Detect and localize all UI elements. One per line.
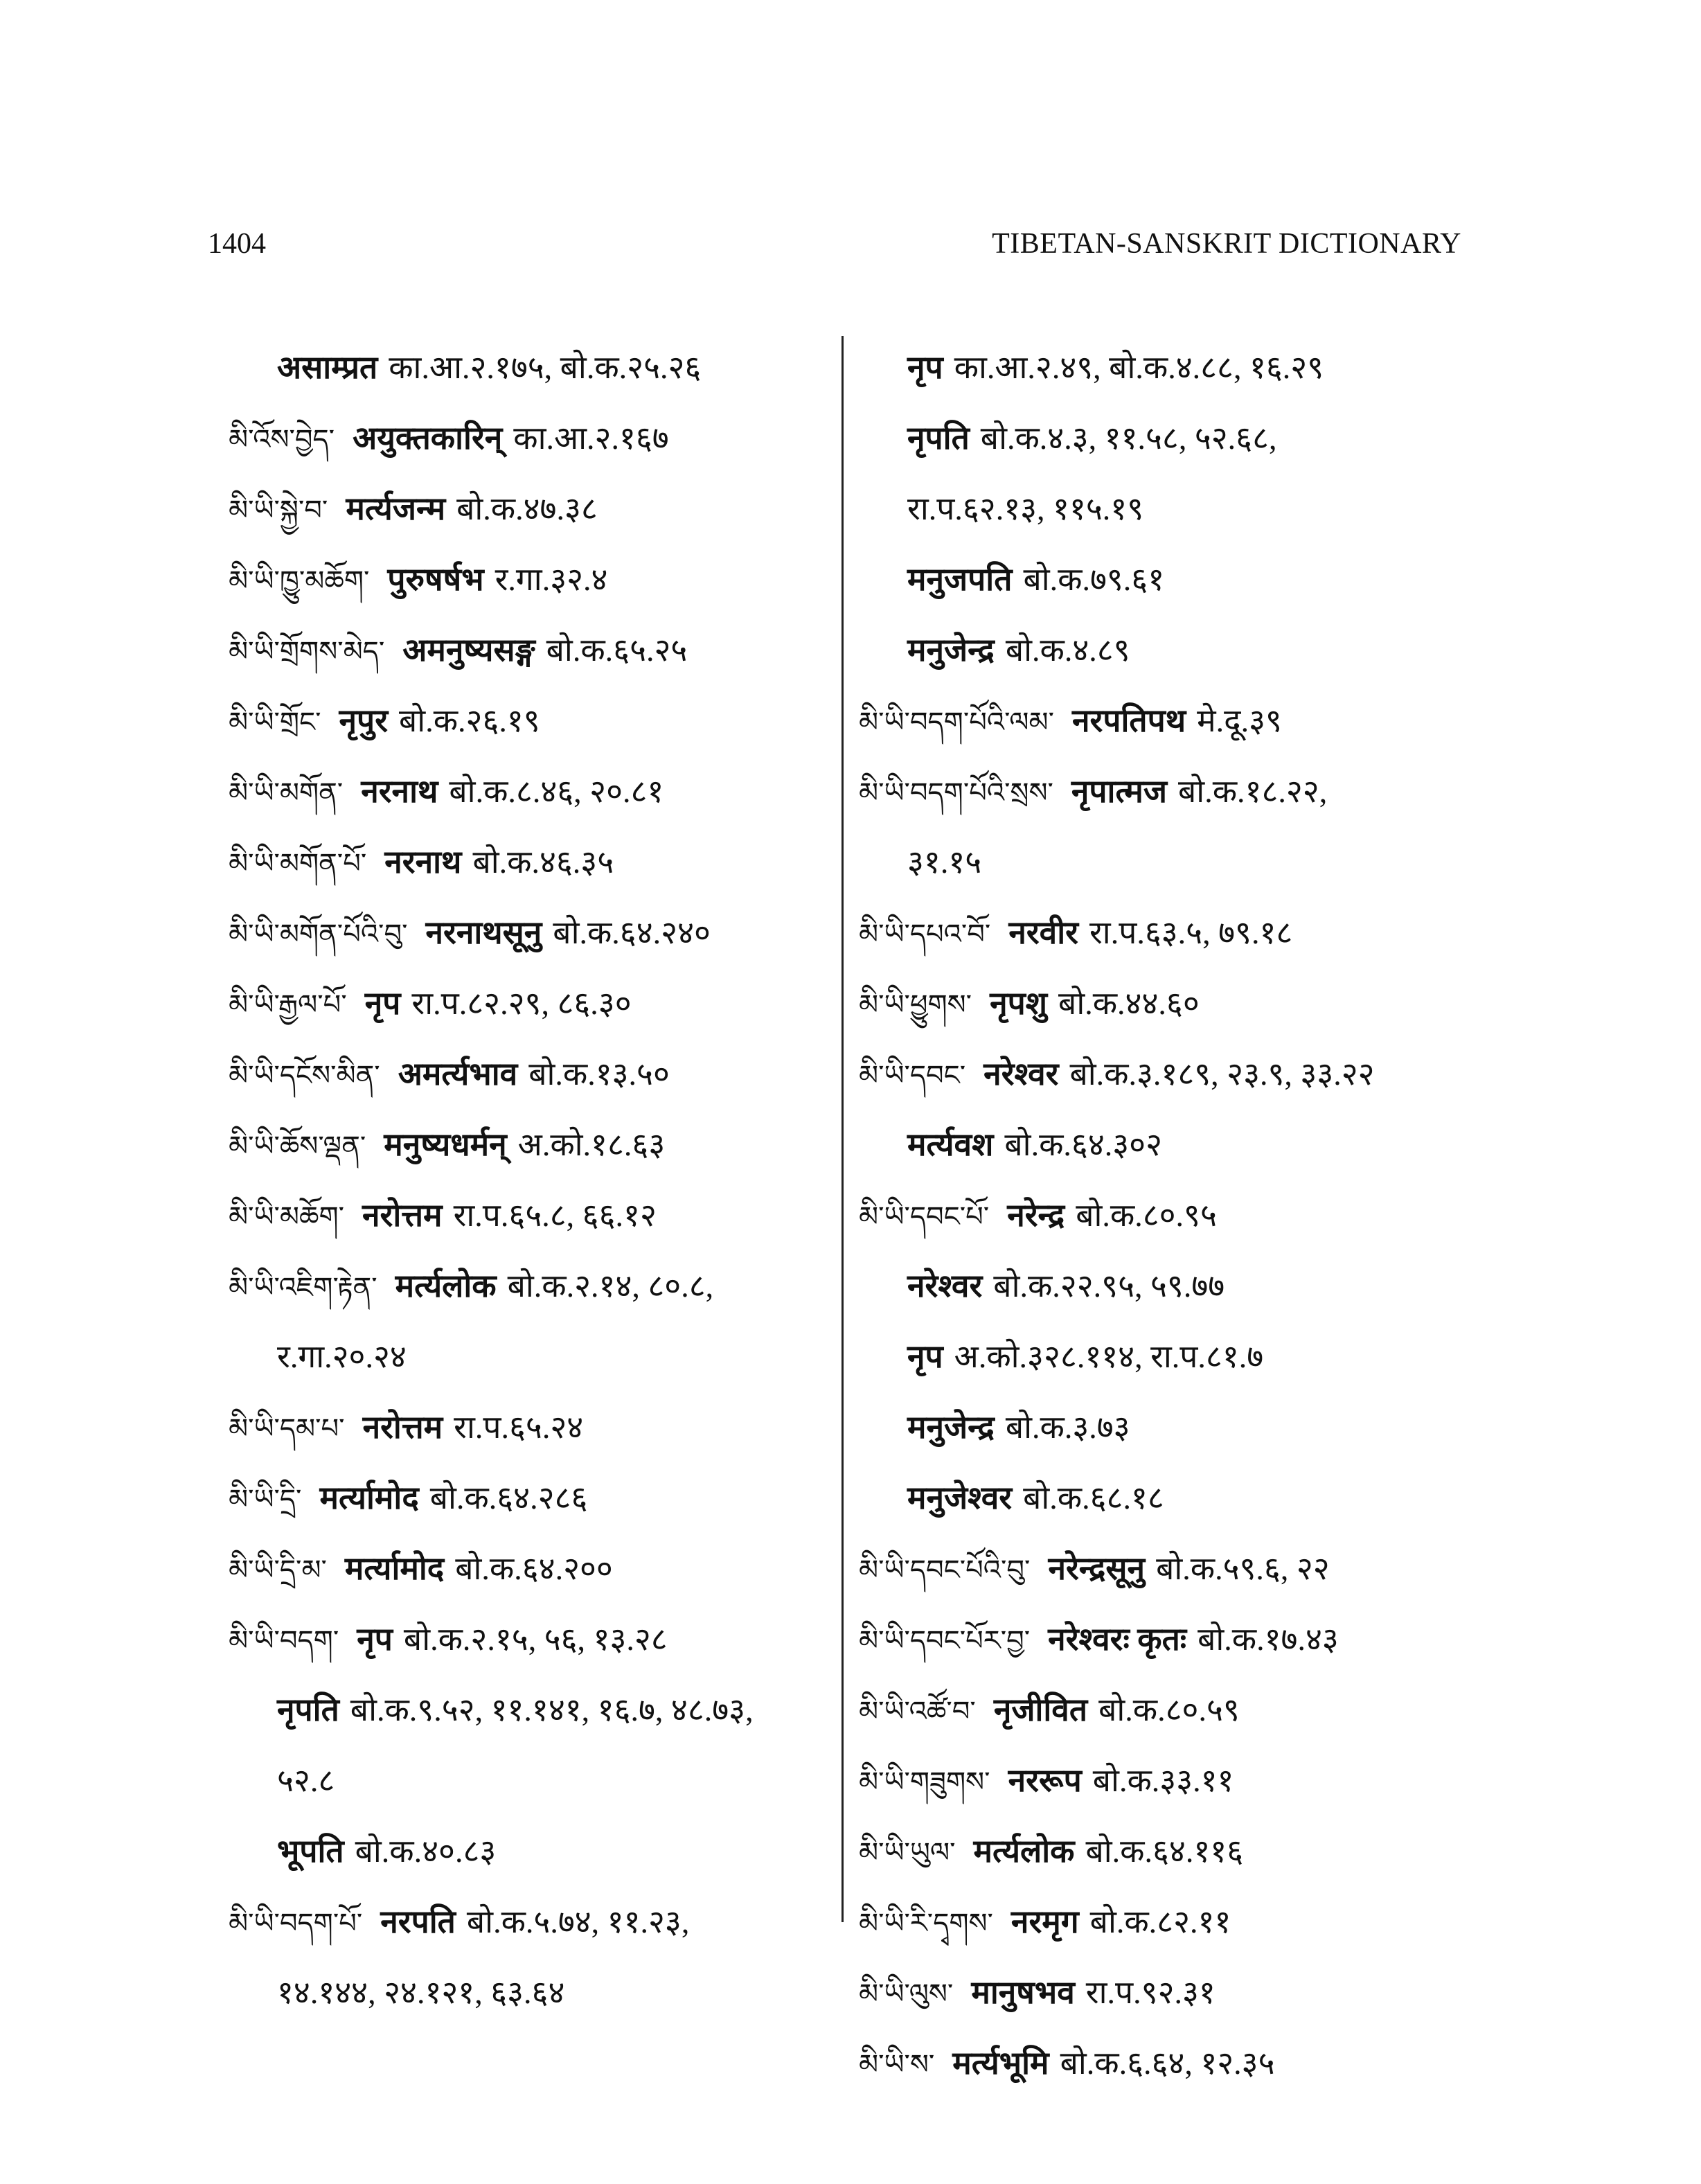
tibetan-headword: མི་ཡི་ཁྱུ་མཆོག་ <box>229 565 370 597</box>
source-reference: रा.प.६३.५, ७९.१८ <box>1089 915 1293 950</box>
source-reference: बो.क.३.१८९, २३.९, ३३.२२ <box>1069 1056 1375 1092</box>
tibetan-headword: མི་ཡི་དངོས་མིན་ <box>229 1060 380 1092</box>
sanskrit-equivalent: अमनुष्यसङ्ग <box>402 632 535 668</box>
tibetan-headword: མི་ཡི་མགོན་པོ་ <box>229 848 367 880</box>
page-number: 1404 <box>208 228 266 260</box>
dictionary-entry <box>859 898 1468 968</box>
tibetan-headword: མི་ཡི་རི་དྭགས་ <box>859 1908 993 1939</box>
column-divider <box>841 336 844 1922</box>
sanskrit-equivalent: नरेन्द्र <box>1007 1198 1065 1233</box>
source-reference: अ.को.३२८.११४, रा.प.८१.७ <box>954 1339 1264 1374</box>
dictionary-entry <box>229 1463 838 1534</box>
tibetan-headword: མི་ཡི་གཟུགས་ <box>859 1766 990 1798</box>
tibetan-headword: མི་ཡི་འཇིག་རྟེན་ <box>229 1272 377 1304</box>
dictionary-entry <box>859 1180 1468 1251</box>
sanskrit-equivalent: नरोत्तम <box>362 1410 443 1445</box>
source-reference: बो.क.२.१४, ८०.८, <box>507 1268 714 1304</box>
sanskrit-equivalent: नरमृग <box>1010 1904 1079 1939</box>
source-reference: अ.को.१८.६३ <box>517 1127 666 1162</box>
source-reference: बो.क.६८.१८ <box>1023 1480 1164 1516</box>
sanskrit-equivalent: नृप <box>907 350 943 385</box>
sanskrit-equivalent: नृपति <box>277 1692 339 1728</box>
tibetan-headword: མི་ཡི་ཡུལ་ <box>859 1837 956 1869</box>
sanskrit-equivalent: मनुजेन्द्र <box>907 632 995 668</box>
left-column <box>229 332 838 2028</box>
dictionary-entry <box>229 1887 838 1957</box>
source-reference: बो.क.१८.२२, <box>1178 774 1328 809</box>
sanskrit-equivalent: नरेश्वर <box>983 1056 1059 1092</box>
source-reference: बो.क.२२.९५, ५९.७७ <box>993 1268 1225 1304</box>
tibetan-headword: མི་ཡི་གྲོགས་མེད་ <box>229 636 385 668</box>
dictionary-entry <box>229 1180 838 1251</box>
source-reference: र.गा.३२.४ <box>495 562 608 597</box>
source-reference: बो.क.९.५२, ११.१४१, १६.७, ४८.७३, <box>350 1692 754 1728</box>
sub-entry <box>859 544 1468 615</box>
dictionary-entry <box>229 1251 838 1322</box>
sanskrit-equivalent: मर्त्यामोद <box>319 1480 419 1516</box>
source-reference: बो.क.६४.२४० <box>553 915 711 950</box>
sub-entry <box>859 332 1468 403</box>
dictionary-entry <box>229 474 838 544</box>
dictionary-entry <box>229 827 838 898</box>
source-reference: बो.क.६४.२८६ <box>429 1480 588 1516</box>
dictionary-entry <box>859 1534 1468 1604</box>
dictionary-entry <box>859 2028 1468 2099</box>
source-reference: रा.प.८२.२९, ८६.३० <box>411 986 632 1021</box>
sanskrit-equivalent: असाम्प्रत <box>277 350 378 385</box>
source-reference: बो.क.४.८९ <box>1005 632 1130 668</box>
source-reference: रा.प.९२.३१ <box>1085 1975 1215 2010</box>
source-reference: बो.क.१३.५० <box>528 1056 670 1092</box>
sanskrit-equivalent: नृप <box>357 1622 393 1657</box>
tibetan-headword: མི་ཡི་དྲི་ <box>229 1484 302 1516</box>
continuation-line <box>229 1322 838 1392</box>
sanskrit-equivalent: नरोत्तम <box>362 1198 443 1233</box>
sanskrit-equivalent: नरेश्वरः कृतः <box>1048 1622 1187 1657</box>
source-reference: का.आ.२.४९, बो.क.४.८८, १६.२९ <box>954 350 1324 385</box>
sub-entry <box>859 1322 1468 1392</box>
source-reference: बो.क.१७.४३ <box>1197 1622 1339 1657</box>
sanskrit-equivalent: नृपुर <box>339 703 389 738</box>
continuation-line <box>229 1957 838 2028</box>
tibetan-headword: མི་འོས་བྱེད་ <box>229 424 335 456</box>
sanskrit-equivalent: मर्त्यजन्म <box>346 491 446 526</box>
source-reference: का.आ.२.१७५, बो.क.२५.२६ <box>389 350 702 385</box>
source-reference: बो.क.३३.११ <box>1092 1763 1234 1798</box>
dictionary-entry <box>859 1816 1468 1887</box>
tibetan-headword: མི་ཡི་འཚོ་བ་ <box>859 1696 976 1728</box>
tibetan-headword: མི་ཡི་དབང་པོར་བྱ་ <box>859 1625 1031 1657</box>
source-reference: बो.क.२६.१९ <box>399 703 540 738</box>
source-reference: बो.क.२.१५, ५६, १३.२८ <box>403 1622 668 1657</box>
dictionary-entry <box>229 898 838 968</box>
tibetan-headword: མི་ཡི་བདག་པོ་ <box>229 1908 363 1939</box>
sanskrit-equivalent: नरपतिपथ <box>1072 703 1186 738</box>
dictionary-entry <box>859 1957 1468 2028</box>
source-reference: बो.क.६४.३०२ <box>1004 1127 1162 1162</box>
source-reference: बो.क.४६.३५ <box>472 844 614 880</box>
dictionary-entry <box>229 968 838 1039</box>
sanskrit-equivalent: नरेन्द्रसूनु <box>1048 1551 1146 1586</box>
sub-entry <box>229 1816 838 1887</box>
source-reference: बो.क.६५.२५ <box>546 632 688 668</box>
sub-entry <box>859 1392 1468 1463</box>
tibetan-headword: མི་ཡི་མགོན་པོའི་བུ་ <box>229 918 408 950</box>
source-reference: ५२.८ <box>277 1763 335 1798</box>
source-reference: बो.क.५९.६, २२ <box>1156 1551 1330 1586</box>
source-reference: बो.क.८०.९५ <box>1076 1198 1217 1233</box>
dictionary-entry <box>859 1604 1468 1675</box>
continuation-line <box>229 1746 838 1816</box>
dictionary-entry <box>229 403 838 474</box>
source-reference: बो.क.८०.५९ <box>1098 1692 1240 1728</box>
sub-entry <box>229 332 838 403</box>
sanskrit-equivalent: मनुजेन्द्र <box>907 1410 995 1445</box>
source-reference: बो.क.४०.८३ <box>355 1834 497 1869</box>
source-reference: बो.क.३.७३ <box>1005 1410 1130 1445</box>
tibetan-headword: མི་ཡི་དཔའ་བོ་ <box>859 918 991 950</box>
dictionary-entry <box>859 1887 1468 1957</box>
sanskrit-equivalent: नरनाथसूनु <box>425 915 542 950</box>
sanskrit-equivalent: मर्त्यलोक <box>395 1268 497 1304</box>
sanskrit-equivalent: भूपति <box>277 1834 344 1869</box>
sanskrit-equivalent: नृपशु <box>990 986 1048 1021</box>
sanskrit-equivalent: मनुजेश्वर <box>907 1480 1013 1516</box>
dictionary-entry <box>859 1746 1468 1816</box>
continuation-line <box>859 827 1468 898</box>
sanskrit-equivalent: नरनाथ <box>361 774 438 809</box>
source-reference: बो.क.४७.३८ <box>456 491 598 526</box>
sanskrit-equivalent: पुरुषर्षभ <box>387 562 484 597</box>
right-column <box>859 332 1468 2099</box>
sanskrit-equivalent: नृप <box>907 1339 943 1374</box>
source-reference: ३१.१५ <box>907 844 982 880</box>
tibetan-headword: མི་ཡི་གྲོང་ <box>229 707 321 738</box>
sub-entry <box>859 1110 1468 1180</box>
sanskrit-equivalent: मर्त्यलोक <box>973 1834 1075 1869</box>
sanskrit-equivalent: अमर्त्यभाव <box>398 1056 518 1092</box>
dictionary-entry <box>229 756 838 827</box>
sanskrit-equivalent: अयुक्तकारिन् <box>353 420 503 456</box>
source-reference: १४.१४४, २४.१२१, ६३.६४ <box>277 1975 565 2010</box>
sanskrit-equivalent: नररूप <box>1008 1763 1082 1798</box>
sub-entry <box>859 403 1468 474</box>
tibetan-headword: མི་ཡི་ས་ <box>859 2049 935 2081</box>
sub-entry <box>229 1675 838 1746</box>
source-reference: र.गा.२०.२४ <box>277 1339 407 1374</box>
dictionary-entry <box>229 615 838 686</box>
tibetan-headword: མི་ཡི་མཆོག་ <box>229 1201 344 1233</box>
sanskrit-equivalent: नृजीवित <box>993 1692 1088 1728</box>
dictionary-entry <box>859 756 1468 827</box>
source-reference: बो.क.५.७४, ११.२३, <box>466 1904 690 1939</box>
sanskrit-equivalent: मर्त्यभूमि <box>952 2045 1049 2081</box>
dictionary-entry <box>229 544 838 615</box>
tibetan-headword: མི་ཡི་ལུས་ <box>859 1978 954 2010</box>
dictionary-entry <box>229 1392 838 1463</box>
sanskrit-equivalent: नृप <box>364 986 401 1021</box>
tibetan-headword: མི་ཡི་དབང་ <box>859 1060 966 1092</box>
source-reference: बो.क.६४.२०० <box>455 1551 613 1586</box>
tibetan-headword: མི་ཡི་མགོན་ <box>229 777 344 809</box>
continuation-line <box>859 474 1468 544</box>
tibetan-headword: མི་ཡི་ཆོས་ལྡན་ <box>229 1130 366 1162</box>
tibetan-headword: མི་ཡི་དྲི་མ་ <box>229 1554 327 1586</box>
running-title: TIBETAN-SANSKRIT DICTIONARY <box>992 228 1461 260</box>
dictionary-entry <box>229 1110 838 1180</box>
sanskrit-equivalent: मनुष्यधर्मन् <box>384 1127 507 1162</box>
tibetan-headword: མི་ཡི་རྒྱལ་པོ་ <box>229 989 347 1021</box>
sub-entry <box>859 615 1468 686</box>
dictionary-entry <box>859 1675 1468 1746</box>
tibetan-headword: མི་ཡི་བདག་པོའི་ལམ་ <box>859 707 1054 738</box>
source-reference: बो.क.८.४६, २०.८१ <box>449 774 664 809</box>
sanskrit-equivalent: नरवीर <box>1008 915 1078 950</box>
tibetan-headword: མི་ཡི་བདག་ <box>229 1625 339 1657</box>
source-reference: बो.क.६४.११६ <box>1085 1834 1244 1869</box>
sub-entry <box>859 1463 1468 1534</box>
source-reference: रा.प.६२.१३, ११५.१९ <box>907 491 1144 526</box>
dictionary-entry <box>229 1039 838 1110</box>
source-reference: बो.क.७९.६१ <box>1023 562 1165 597</box>
sanskrit-equivalent: नृपात्मज <box>1071 774 1168 809</box>
dictionary-entry <box>859 1039 1468 1110</box>
source-reference: बो.क.६.६४, १२.३५ <box>1060 2045 1275 2081</box>
sanskrit-equivalent: मानुषभव <box>971 1975 1075 2010</box>
tibetan-headword: མི་ཡི་སྐྱེ་བ་ <box>229 495 328 526</box>
dictionary-entry <box>229 1534 838 1604</box>
source-reference: बो.क.८२.११ <box>1089 1904 1231 1939</box>
sanskrit-equivalent: मर्त्यवश <box>907 1127 994 1162</box>
sanskrit-equivalent: नृपति <box>907 420 970 456</box>
sub-entry <box>859 1251 1468 1322</box>
source-reference: बो.क.४४.६० <box>1058 986 1200 1021</box>
dictionary-entry <box>859 968 1468 1039</box>
dictionary-entry <box>229 686 838 756</box>
source-reference: का.आ.२.१६७ <box>513 420 669 456</box>
sanskrit-equivalent: नरेश्वर <box>907 1268 983 1304</box>
tibetan-headword: མི་ཡི་དམ་པ་ <box>229 1413 345 1445</box>
dictionary-entry <box>859 686 1468 756</box>
sanskrit-equivalent: नरपति <box>380 1904 456 1939</box>
source-reference: मे.दू.३९ <box>1197 703 1282 738</box>
source-reference: रा.प.६५.२४ <box>454 1410 584 1445</box>
dictionary-entry <box>229 1604 838 1675</box>
tibetan-headword: མི་ཡི་དབང་པོའི་བུ་ <box>859 1554 1031 1586</box>
source-reference: बो.क.४.३, ११.५८, ५२.६८, <box>980 420 1277 456</box>
sanskrit-equivalent: नरनाथ <box>384 844 462 880</box>
tibetan-headword: མི་ཡི་བདག་པོའི་སྲས་ <box>859 777 1053 809</box>
source-reference: रा.प.६५.८, ६६.१२ <box>453 1198 657 1233</box>
tibetan-headword: མི་ཡི་ཕྱུགས་ <box>859 989 972 1021</box>
sanskrit-equivalent: मनुजपति <box>907 562 1013 597</box>
sanskrit-equivalent: मर्त्यामोद <box>344 1551 445 1586</box>
tibetan-headword: མི་ཡི་དབང་པོ་ <box>859 1201 990 1233</box>
